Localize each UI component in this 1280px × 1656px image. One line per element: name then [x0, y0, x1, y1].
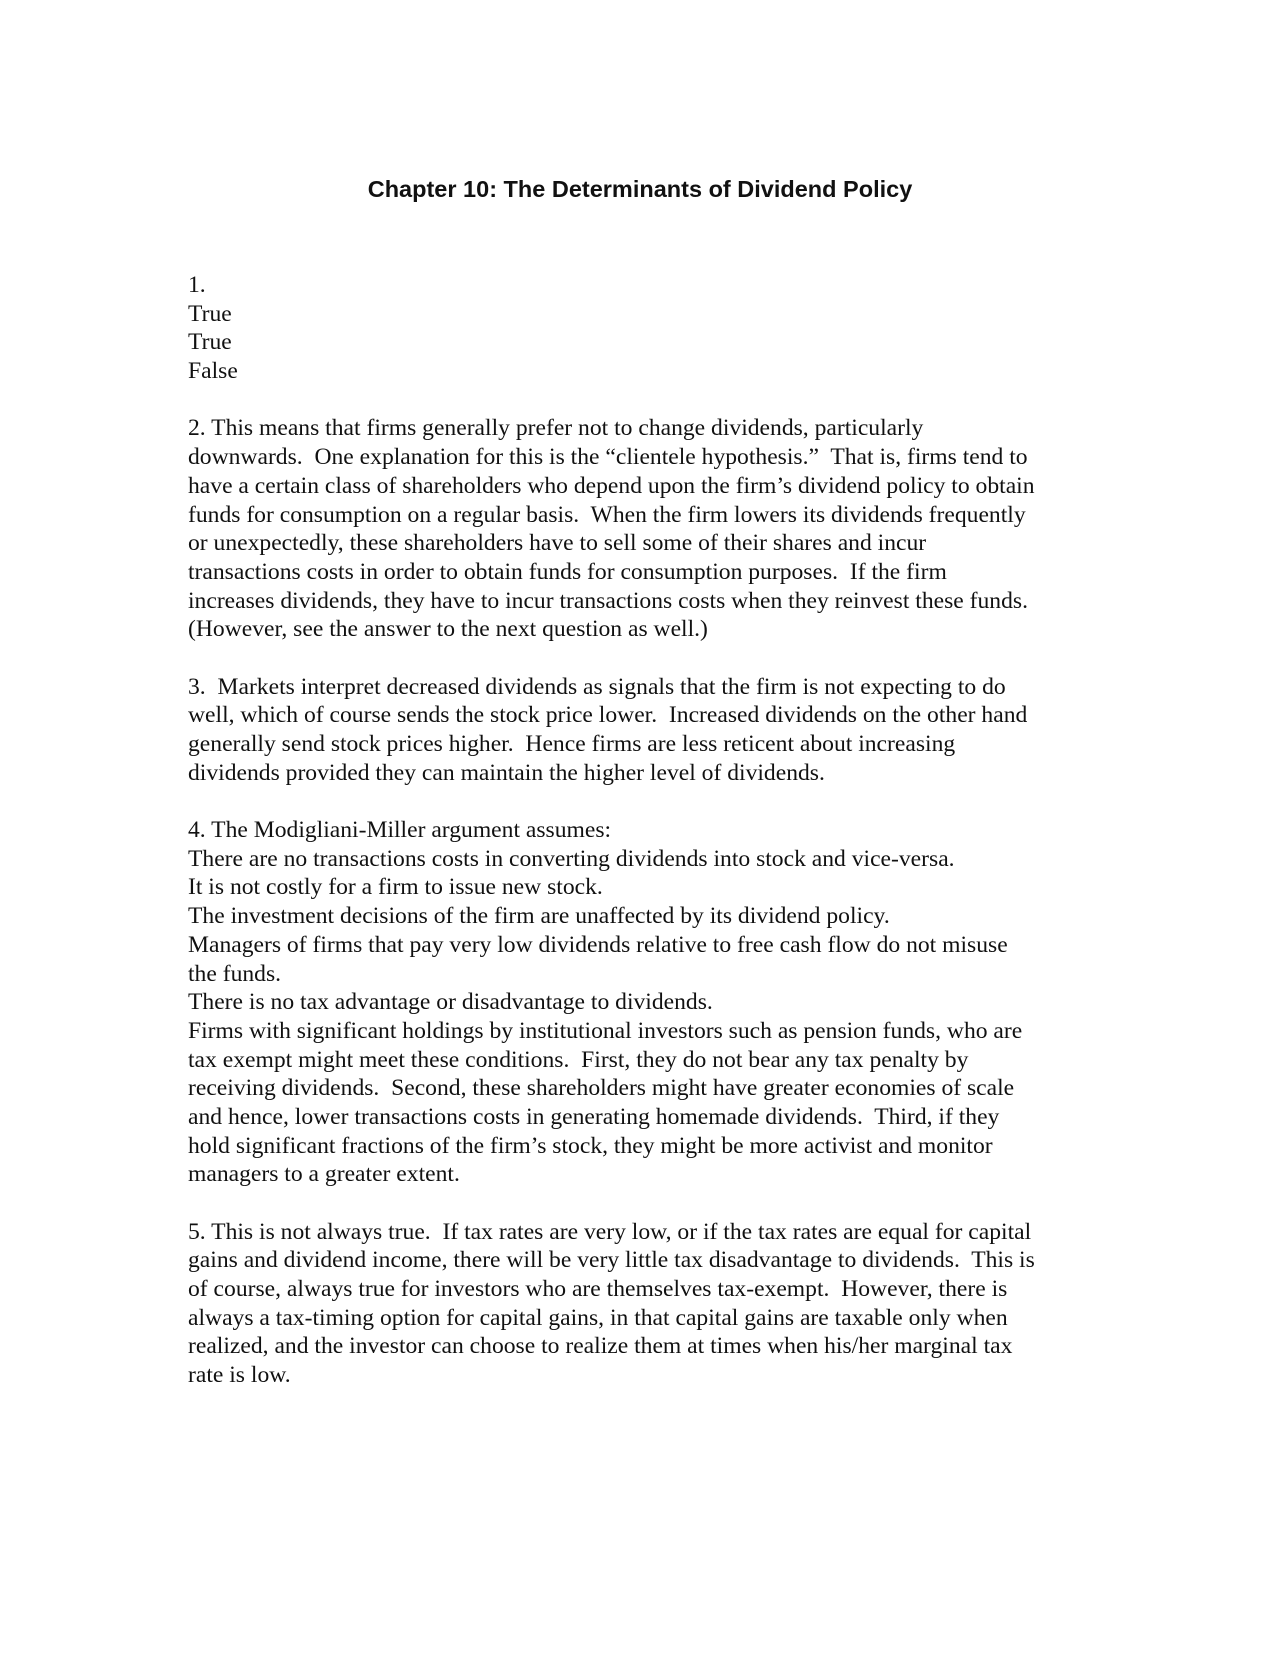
- answer-5-line: rate is low.: [188, 1362, 291, 1389]
- paragraph-gap: [188, 644, 1198, 673]
- answer-2-line: downwards. One explanation for this is the “clientele hypothesis.” That is, firms tend to: [188, 444, 1028, 471]
- answer-1-line: 1.: [188, 272, 206, 298]
- answer-5-line: always a tax-timing option for capital gains, in that capital gains are taxable only when: [188, 1304, 1008, 1331]
- answer-2-line: or unexpectedly, these shareholders have to sell some of their shares and incur: [188, 530, 927, 557]
- answer-4-line: tax exempt might meet these conditions. First, they do not bear any tax penalty by: [188, 1046, 969, 1073]
- answer-5: [188, 1218, 1198, 1390]
- answer-3: [188, 673, 1198, 788]
- answer-1: [188, 271, 1198, 386]
- answer-2-line: transactions costs in order to obtain funds for consumption purposes. If the firm: [188, 558, 947, 585]
- answer-5-line: realized, and the investor can choose to realize them at times when his/her marginal tax: [188, 1333, 1013, 1360]
- answer-5-line: of course, always true for investors who are themselves tax-exempt. However, there is: [188, 1276, 1008, 1303]
- page-title: Chapter 10: The Determinants of Dividend Policy: [367, 176, 913, 202]
- answer-4-line: There is no tax advantage or disadvantage to dividends.: [188, 989, 713, 1016]
- answer-2-line: (However, see the answer to the next question as well.): [188, 616, 708, 643]
- paragraph-gap: [188, 787, 1198, 816]
- answer-2-line: 2. This means that firms generally prefer not to change dividends, particularly: [188, 415, 924, 442]
- answer-4-line: hold significant fractions of the firm’s stock, they might be more activist and monitor: [188, 1132, 993, 1159]
- answer-3-line: 3. Markets interpret decreased dividends as signals that the firm is not expecting to do: [188, 673, 1006, 700]
- answer-4-line: 4. The Modigliani-Miller argument assumes:: [188, 817, 612, 844]
- answer-5-line: gains and dividend income, there will be very little tax disadvantage to dividends. This is: [188, 1247, 1035, 1274]
- answer-3-line: dividends provided they can maintain the higher level of dividends.: [188, 759, 825, 786]
- answer-4-line: and hence, lower transactions costs in generating homemade dividends. Third, if they: [188, 1103, 1000, 1130]
- answer-4: [188, 816, 1198, 1189]
- answer-4-line: receiving dividends. Second, these shareholders might have greater economies of scale: [188, 1075, 1015, 1102]
- answer-4-line: There are no transactions costs in converting dividends into stock and vice-versa.: [188, 845, 955, 872]
- answer-2-line: increases dividends, they have to incur transactions costs when they reinvest these funds.: [188, 587, 1028, 614]
- answer-4-line: It is not costly for a firm to issue new stock.: [188, 874, 603, 901]
- answer-3-line: generally send stock prices higher. Hence firms are less reticent about increasing: [188, 731, 956, 757]
- answer-4-line: managers to a greater extent.: [188, 1161, 460, 1188]
- answer-2-line: have a certain class of shareholders who depend upon the firm’s dividend policy to obtain: [188, 472, 1035, 499]
- answer-4-line: the funds.: [188, 960, 282, 987]
- answer-5-line: 5. This is not always true. If tax rates are very low, or if the tax rates are equal for capital: [188, 1218, 1032, 1245]
- answer-3-line: well, which of course sends the stock price lower. Increased dividends on the other hand: [188, 702, 1028, 729]
- answer-2-line: funds for consumption on a regular basis. When the firm lowers its dividends frequently: [188, 501, 1026, 528]
- answer-1-line: True: [188, 329, 232, 356]
- answer-4-line: Firms with significant holdings by institutional investors such as pension funds, who are: [188, 1017, 1023, 1044]
- answer-1-line: True: [188, 300, 232, 327]
- paragraph-gap: [188, 386, 1198, 415]
- answer-4-line: The investment decisions of the firm are unaffected by its dividend policy.: [188, 903, 890, 930]
- paragraph-gap: [188, 1189, 1198, 1218]
- answer-1-line: False: [188, 358, 238, 385]
- document-body: [188, 271, 1198, 1390]
- answer-4-line: Managers of firms that pay very low dividends relative to free cash flow do not misuse: [188, 931, 1008, 958]
- answer-2: [188, 414, 1198, 644]
